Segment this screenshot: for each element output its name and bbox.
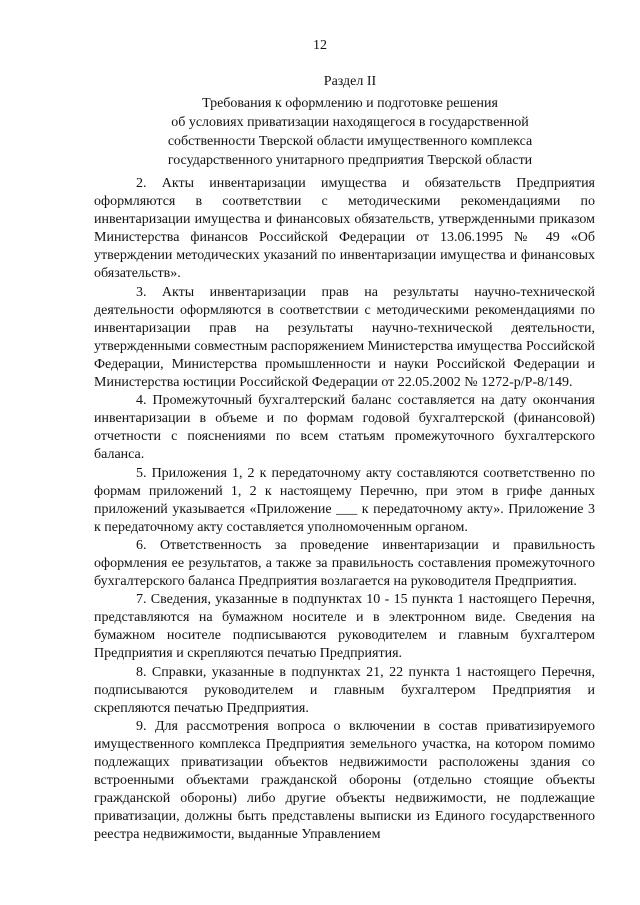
section-heading	[90, 72, 610, 170]
section-title-line: государственного унитарного предприятия Тверской области	[167, 153, 533, 168]
paragraph-8: 8. Справки, указанные в подпунктах 21, 22 пункта 1 настоящего Перечня, подписываются руководителем и главным бухгалтером Предприятия и скрепляются печатью Предприятия.	[94, 664, 595, 716]
paragraph-6: 6. Ответственность за проведение инвентаризации и правильность оформления ее результатов, а также за правильность составления промежуточного бухгалтерского баланса Предприятия возлагается на руководителя Предприятия.	[94, 537, 595, 590]
paragraph-3: 3. Акты инвентаризации прав на результаты научно-технической деятельности оформляются в соответствии с методическими рекомендациями по инвентаризации прав на результаты научно-технической деятельности, утвержденными совместным распоряжением Министерства имущества Российской Федерации, Министерства промышленности и науки Российской Федерации и Министерства юстиции Российской Федерации от 22.05.2002 № 1272-р/Р-8/149.	[94, 284, 595, 391]
page-number: 12	[313, 38, 327, 53]
section-title-line: об условиях приватизации находящегося в государственной	[171, 115, 529, 130]
section-title-line: Требования к оформлению и подготовке решения	[202, 96, 498, 111]
paragraph-4: 4. Промежуточный бухгалтерский баланс составляется на дату окончания инвентаризации в объеме и по формам годовой бухгалтерской (финансовой) отчетности с пояснениями по всем статьям промежуточного бухгалтерского баланса.	[94, 393, 595, 463]
paragraph-7: 7. Сведения, указанные в подпунктах 10 - 15 пункта 1 настоящего Перечня, представляются на бумажном носителе и в электронном виде. Сведения на бумажном носителе подписываются руководителем и главным бухгалтером Предприятия и скрепляются печатью Предприятия.	[94, 592, 595, 662]
section-label: Раздел II	[323, 74, 377, 89]
document-body	[94, 175, 595, 844]
paragraph-5: 5. Приложения 1, 2 к передаточному акту составляются соответственно по формам приложений 1, 2 к настоящему Перечню, при этом в грифе данных приложений указывается «Приложение ___ к передаточному акту». Приложение 3 к передаточному акту составляется уполномоченным органом.	[94, 465, 595, 535]
paragraph-9: 9. Для рассмотрения вопроса о включении в состав приватизируемого имущественного комплекса Предприятия земельного участка, на котором помимо подлежащих приватизации объектов недвижимости расположены здания со встроенными объектами гражданской обороны (отдельно стоящие объекты гражданской обороны) либо другие объекты недвижимости, не подлежащие приватизации, должны быть представлены выписки из Единого государственного реестра недвижимости, выданные Управлением	[94, 718, 595, 843]
paragraph-2: 2. Акты инвентаризации имущества и обязательств Предприятия оформляются в соответствии с методическими рекомендациями по инвентаризации имущества и финансовых обязательств, утвержденными приказом Министерства финансов Российской Федерации от 13.06.1995 № 49 «Об утверждении методических указаний по инвентаризации имущества и финансовых обязательств».	[94, 176, 595, 282]
section-title-line: собственности Тверской области имущественного комплекса	[167, 134, 533, 149]
